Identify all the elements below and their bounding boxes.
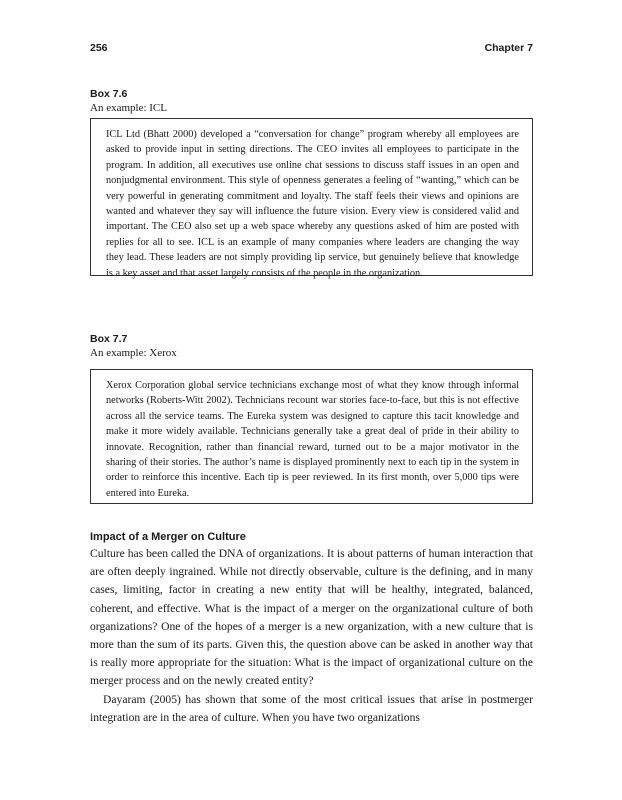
body-paragraph-2: Dayaram (2005) has shown that some of the most critical issues that arise in postmerger integration are in the area of culture. When you have two organizations <box>90 692 533 724</box>
box-7-7-subtitle: An example: Xerox <box>90 347 177 359</box>
section-heading: Impact of a Merger on Culture <box>90 531 246 543</box>
box-7-6-frame <box>90 118 533 279</box>
page-number: 256 <box>90 42 108 54</box>
box-7-6-label: Box 7.6 <box>90 88 128 100</box>
box-7-7-frame <box>90 369 533 504</box>
section-body <box>90 545 533 727</box>
box-7-6-subtitle: An example: ICL <box>90 102 167 114</box>
body-paragraph-1: Culture has been called the DNA of organizations. It is about patterns of human interaction that are often deeply ingrained. While not directly observable, culture is the defining, and in many cases, limiting, factor in creating a new entity that will be healthy, integrated, balanced, coherent, and effective. What is the impact of a merger on the organizational culture of both organizations? One of the hopes of a merger is a new organization, with a new culture that is more than the sum of its parts. Given this, the question above can be asked in another way that is really more appropriate for the situation: What is the impact of organizational culture on the merger process and on the newly created entity? <box>90 547 533 688</box>
box-7-6-text: ICL Ltd (Bhatt 2000) developed a “conversation for change” program whereby all employees are asked to provide input in setting directions. The CEO invites all employees to participate in the program. In addition, all executives use online chat sessions to discuss staff issues in an open and nonjudgmental environment. This style of openness generates a feeling of “wanting,” which can be very powerful in generating commitment and loyalty. The staff feels their views and opinions are wanted and whatever they say will influence the future vision. Every view is considered valid and important. The CEO also set up a web space whereby any questions asked of him are posted with replies for all to see. ICL is an example of many companies where leaders are changing the way they lead. These leaders are not simply providing lip service, but genuinely believe that knowledge is a key asset and that asset largely consists of the people in the organization. <box>106 129 519 279</box>
box-7-7-text: Xerox Corporation global service technicians exchange most of what they know through informal networks (Roberts-Witt 2002). Technicians recount war stories face-to-face, but this is not effective across all the service teams. The Eureka system was designed to capture this tacit knowledge and make it more widely available. Technicians generally take a great deal of pride in their ability to innovate. Recognition, rather than financial reward, turned out to be a major motivator in the sharing of their stories. The author’s name is displayed prominently next to each tip in the system in order to reinforce this incentive. Each tip is peer reviewed. In its first month, over 5,000 tips were entered into Eureka. <box>106 380 519 499</box>
box-7-7-label: Box 7.7 <box>90 333 128 345</box>
chapter-label: Chapter 7 <box>484 42 533 54</box>
